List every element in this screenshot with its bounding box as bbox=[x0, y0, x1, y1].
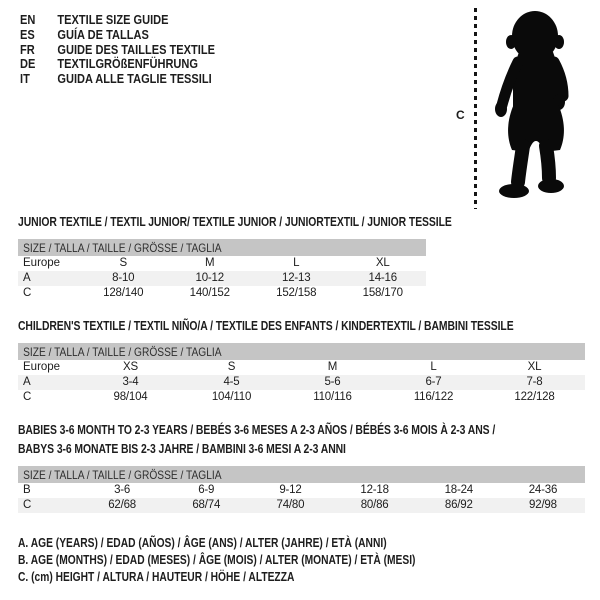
table-cell: 152/158 bbox=[276, 287, 317, 299]
table-cell: XL bbox=[527, 361, 542, 373]
footnote-line: A. AGE (YEARS) / EDAD (AÑOS) / ÂGE (ANS) / ALTER (JAHRE) / ETÀ (ANNI) bbox=[18, 536, 387, 550]
table-cell: 62/68 bbox=[108, 499, 136, 511]
table-row bbox=[18, 256, 426, 271]
table-cell: 104/110 bbox=[211, 391, 252, 403]
table-cell: 5-6 bbox=[324, 376, 341, 388]
table-size-header bbox=[18, 466, 585, 483]
table-cell: M bbox=[327, 361, 338, 373]
section-title: BABIES 3-6 MONTH TO 2-3 YEARS / BEBÉS 3-6 MESES A 2-3 AÑOS / BÉBÉS 3-6 MOIS À 2-3 ANS / bbox=[18, 422, 496, 437]
table-cell: 18-24 bbox=[444, 484, 473, 496]
table-cell: L bbox=[430, 361, 437, 373]
table-cell: 86/92 bbox=[444, 499, 473, 511]
table-cell: 116/122 bbox=[413, 391, 454, 403]
size-guide-content bbox=[18, 212, 585, 586]
language-label: GUIDA ALLE TAGLIE TESSILI bbox=[57, 71, 212, 87]
table-cell: 110/116 bbox=[313, 391, 352, 403]
table-row bbox=[18, 360, 585, 375]
table-cell: 140/152 bbox=[189, 287, 230, 299]
table-row bbox=[18, 483, 585, 498]
table-row bbox=[18, 498, 585, 513]
row-label: C bbox=[23, 499, 32, 511]
table-cell: XL bbox=[375, 257, 390, 269]
language-row bbox=[20, 28, 215, 43]
table-cell: 98/104 bbox=[113, 391, 148, 403]
height-marker-label: C bbox=[456, 108, 465, 122]
table-cell: 3-4 bbox=[122, 376, 139, 388]
table-cell: 9-12 bbox=[279, 484, 302, 496]
table-cell: S bbox=[227, 361, 236, 373]
size-table-section bbox=[18, 420, 585, 513]
table-cell: 92/98 bbox=[529, 499, 557, 511]
footnotes bbox=[18, 535, 585, 586]
table-row bbox=[18, 271, 426, 286]
height-measure-line bbox=[474, 8, 477, 209]
size-table-section bbox=[18, 212, 585, 301]
table-cell: 6-9 bbox=[198, 484, 215, 496]
table-cell: S bbox=[119, 257, 127, 269]
table-cell: 10-12 bbox=[195, 272, 224, 284]
language-label: TEXTILGRÖßENFÜHRUNG bbox=[57, 56, 198, 72]
size-tables bbox=[18, 212, 585, 513]
footnote-line: B. AGE (MONTHS) / EDAD (MESES) / ÂGE (MOIS) / ALTER (MONATE) / ETÀ (MESI) bbox=[18, 553, 416, 567]
row-label: C bbox=[23, 287, 32, 299]
footnote-line: C. (cm) HEIGHT / ALTURA / HAUTEUR / HÖHE / ALTEZZA bbox=[18, 570, 295, 584]
language-row bbox=[20, 13, 215, 28]
table-cell: M bbox=[205, 257, 215, 269]
table-cell: XS bbox=[123, 361, 138, 373]
table-cell: 68/74 bbox=[192, 499, 221, 511]
table-cell: 14-16 bbox=[368, 272, 397, 284]
table-cell: 7-8 bbox=[526, 376, 543, 388]
table-row bbox=[18, 390, 585, 405]
row-label: Europe bbox=[23, 361, 61, 373]
table-size-header bbox=[18, 239, 426, 256]
row-label: Europe bbox=[23, 257, 61, 269]
table-cell: 8-10 bbox=[112, 272, 135, 284]
language-label: GUÍA DE TALLAS bbox=[57, 26, 149, 42]
table-cell: 4-5 bbox=[223, 376, 240, 388]
table-size-header bbox=[18, 343, 585, 360]
language-code: IT bbox=[20, 71, 30, 87]
table-cell: 158/170 bbox=[362, 287, 403, 299]
size-table-section bbox=[18, 316, 585, 405]
table-cell: 12-18 bbox=[360, 484, 389, 496]
table-cell: 74/80 bbox=[276, 499, 305, 511]
row-label: B bbox=[23, 484, 31, 496]
language-row bbox=[20, 43, 215, 58]
size-table bbox=[18, 239, 426, 301]
row-label: A bbox=[23, 376, 31, 388]
table-cell: 3-6 bbox=[114, 484, 131, 496]
table-row bbox=[18, 286, 426, 301]
table-cell: 12-13 bbox=[282, 272, 311, 284]
table-cell: 128/140 bbox=[103, 287, 144, 299]
table-size-header-label: SIZE / TALLA / TAILLE / GRÖSSE / TAGLIA bbox=[23, 241, 222, 255]
language-row bbox=[20, 72, 215, 87]
size-table bbox=[18, 466, 585, 513]
row-label: C bbox=[23, 391, 32, 403]
language-list bbox=[20, 13, 215, 87]
language-code: DE bbox=[20, 56, 36, 72]
language-code: ES bbox=[20, 26, 35, 42]
table-row bbox=[18, 375, 585, 390]
row-label: A bbox=[23, 272, 31, 284]
language-row bbox=[20, 57, 215, 72]
table-cell: 80/86 bbox=[360, 499, 389, 511]
language-label: TEXTILE SIZE GUIDE bbox=[57, 12, 169, 27]
table-cell: 122/128 bbox=[514, 391, 555, 403]
size-table bbox=[18, 343, 585, 405]
table-cell: 6-7 bbox=[425, 376, 442, 388]
section-title: CHILDREN'S TEXTILE / TEXTIL NIÑO/A / TEXTILE DES ENFANTS / KINDERTEXTIL / BAMBINI TESSILE bbox=[18, 318, 514, 333]
table-cell: 24-36 bbox=[528, 484, 558, 496]
table-size-header-label: SIZE / TALLA / TAILLE / GRÖSSE / TAGLIA bbox=[23, 468, 222, 482]
baby-silhouette bbox=[486, 10, 586, 210]
language-label: GUIDE DES TAILLES TEXTILE bbox=[57, 41, 215, 57]
language-code: FR bbox=[20, 41, 35, 57]
section-title: BABYS 3-6 MONATE BIS 2-3 JAHRE / BAMBINI 3-6 MESI A 2-3 ANNI bbox=[18, 441, 346, 456]
language-code: EN bbox=[20, 12, 36, 27]
section-title: JUNIOR TEXTILE / TEXTIL JUNIOR/ TEXTILE JUNIOR / JUNIORTEXTIL / JUNIOR TESSILE bbox=[18, 214, 452, 229]
table-size-header-label: SIZE / TALLA / TAILLE / GRÖSSE / TAGLIA bbox=[23, 345, 222, 359]
baby-figure bbox=[452, 8, 595, 214]
table-cell: L bbox=[293, 257, 300, 269]
